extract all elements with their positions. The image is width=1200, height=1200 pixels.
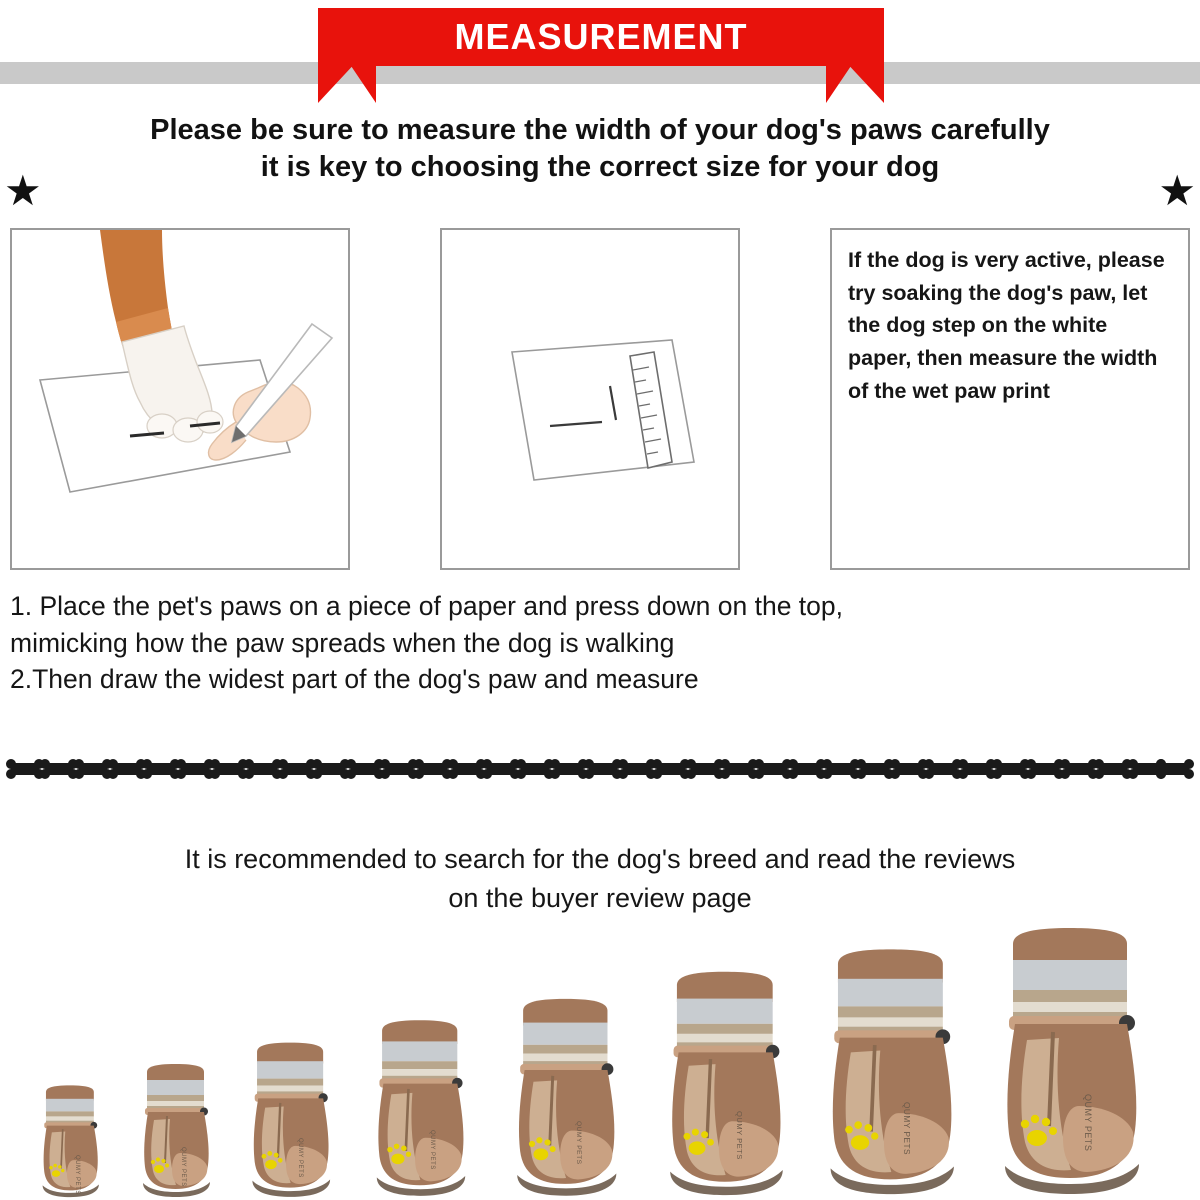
headline-line-2: it is key to choosing the correct size for your dog: [260, 151, 940, 184]
dog-boot-icon: [645, 965, 805, 1200]
recommendation-text: [0, 840, 1200, 918]
boot-brand-label: QUMY PETS: [901, 1102, 911, 1156]
boot-brand-label: QUMY PETS: [297, 1138, 304, 1179]
steps-list: [10, 588, 1190, 698]
headline: [0, 112, 1200, 186]
ribbon-body: [374, 8, 828, 66]
boot-brand-label: QUMY PETS: [429, 1129, 436, 1170]
boot-item: [495, 993, 636, 1200]
dog-boot-icon: [235, 1038, 345, 1200]
boot-brand-label: QUMY PETS: [73, 1155, 80, 1196]
boot-brand-label: QUMY PETS: [574, 1121, 582, 1165]
recommendation-line-1: It is recommended to search for the dog's breed and read the reviews: [184, 844, 1016, 874]
dog-boot-icon: [495, 993, 636, 1200]
panel-measure-ruler: [440, 228, 740, 570]
star-icon-left: ★: [4, 167, 42, 214]
recommendation-line-2: on the buyer review page: [448, 883, 752, 914]
step-line-1: 1. Place the pet's paws on a piece of paper and press down on the top,: [10, 591, 844, 621]
boot-item: [645, 965, 805, 1200]
boot-brand-label: QUMY PETS: [180, 1146, 187, 1187]
headline-line-1: Please be sure to measure the width of your dog's paws carefully: [150, 114, 1050, 146]
boot-brand-label: QUMY PETS: [735, 1110, 745, 1160]
boot-item: [357, 1015, 482, 1200]
panel-row: [10, 228, 1190, 570]
boot-item: [803, 942, 978, 1200]
boot-size-row: [0, 910, 1200, 1200]
bone-pattern-icon: [6, 752, 1194, 786]
banner: [0, 0, 1200, 105]
star-icon-right: ★: [1158, 167, 1196, 214]
ribbon-tail-left: [318, 8, 376, 103]
bone-divider: [6, 752, 1194, 786]
ribbon: [318, 8, 884, 103]
trace-paw-illustration: [12, 230, 348, 568]
page-title: MEASUREMENT: [454, 16, 748, 57]
boot-item: [30, 1082, 110, 1200]
panel-tip-text: [830, 228, 1190, 570]
step-line-3: 2.Then draw the widest part of the dog's paw and measure: [10, 664, 699, 695]
dog-boot-icon: [128, 1060, 223, 1200]
panel-trace-paw: [10, 228, 350, 570]
dog-boot-icon: [803, 942, 978, 1200]
boot-item: [975, 920, 1165, 1200]
ruler-illustration: [442, 230, 738, 568]
step-line-2: mimicking how the paw spreads when the dog is walking: [10, 627, 675, 658]
tip-text: If the dog is very active, please try soaking the dog's paw, let the dog step on the white paper, then measure the width of the wet paw print: [848, 248, 1165, 403]
ribbon-tail-right: [826, 8, 884, 103]
boot-item: [235, 1038, 345, 1200]
dog-boot-icon: [975, 920, 1165, 1200]
dog-boot-icon: [357, 1015, 482, 1200]
boot-brand-label: QUMY PETS: [1082, 1093, 1093, 1151]
dog-boot-icon: [30, 1082, 110, 1200]
boot-item: [128, 1060, 223, 1200]
